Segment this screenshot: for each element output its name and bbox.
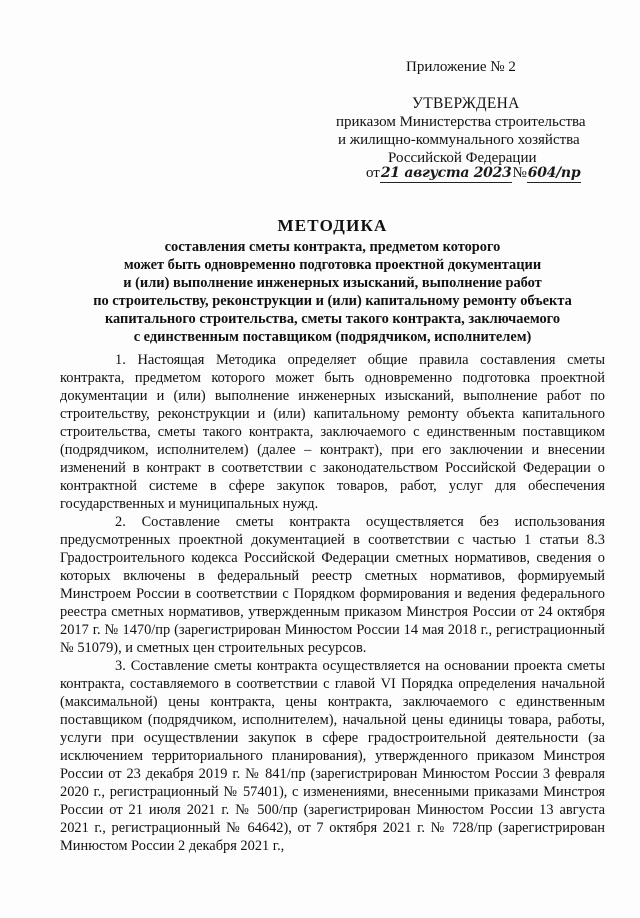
- approval-line: Российской Федерации: [388, 150, 537, 166]
- document-subtitle-line: капитального строительства, сметы такого контракта, заключаемого: [104, 311, 561, 327]
- document-subtitle-line: с единственным поставщиком (подрядчиком, исполнителем): [133, 329, 532, 345]
- approval-line: и жилищно-коммунального хозяйства: [338, 132, 580, 148]
- handwritten-order-number: 604/пр: [527, 165, 581, 181]
- order-number-mark: №: [512, 165, 527, 181]
- document-title-block: [60, 215, 605, 346]
- body-paragraph-1: 1. Настоящая Методика определяет общие правила составления сметы контракта, предметом которого может быть одновременно подготовка проектной документации и (или) выполнение инженерных изысканий, выполнение работ по строительству, реконструкции и (или) капитальному ремонту объекта капитального строительства, сметы такого контракта, заключаемого с единственным поставщиком (подрядчиком, исполнителем) (далее – контракт), при его заключении и внесении изменений в контракт в соответствии с законодательством Российской Федерации о контрактной системе в сфере закупок товаров, работ, услуг для обеспечения государственных и муниципальных нужд.: [60, 352, 605, 512]
- appendix-label: Приложение № 2: [406, 59, 516, 75]
- order-date-number-line: [366, 164, 581, 183]
- document-subtitle-line: составления сметы контракта, предметом которого: [164, 239, 501, 255]
- document-title: МЕТОДИКА: [277, 216, 388, 235]
- approval-line: приказом Министерства строительства: [336, 114, 586, 130]
- document-subtitle-line: может быть одновременно подготовка проектной документации: [123, 257, 542, 273]
- handwritten-order-date: 21 августа 2023: [380, 165, 512, 181]
- document-subtitle-line: и (или) выполнение инженерных изысканий, выполнение работ: [123, 275, 542, 291]
- document-subtitle-line: по строительству, реконструкции и (или) капитальному ремонту объекта: [93, 293, 572, 309]
- document-body: [60, 351, 605, 855]
- body-paragraph-2: 2. Составление сметы контракта осуществляется без использования предусмотренных проектной документацией в соответствии с частью 1 статьи 8.3 Градостроительного кодекса Российской Федерации сметных нормативов, сведения о которых включены в федеральный реестр сметных нормативов, формируемый Минстроем России в соответствии с Порядком формирования и ведения федерального реестра сметных нормативов, утвержденным приказом Минстроя России от 24 октября 2017 г. № 1470/пр (зарегистрирован Минюстом России 14 мая 2018 г., регистрационный № 51079), и сметных цен строительных ресурсов.: [60, 514, 605, 656]
- order-prefix: от: [366, 165, 380, 181]
- approved-stamp-word: УТВЕРЖДЕНА: [412, 95, 520, 112]
- body-paragraph-3: 3. Составление сметы контракта осуществляется на основании проекта сметы контракта, составляемого в соответствии с главой VI Порядка определения начальной (максимальной) цены контракта, цены контракта, заключаемого с единственным поставщиком (подрядчиком, исполнителем), начальной цены единицы товара, работы, услуги при осуществлении закупок в сфере градостроительной деятельности (за исключением территориального планирования), утвержденного приказом Минстроя России от 23 декабря 2019 г. № 841/пр (зарегистрирован Минюстом России 3 февраля 2020 г., регистрационный № 57401), с изменениями, внесенными приказами Минстроя России от 21 июля 2021 г. № 500/пр (зарегистрирован Минюстом России 13 августа 2021 г., регистрационный № 64642), от 7 октября 2021 г. № 728/пр (зарегистрирован Минюстом России 2 декабря 2021 г.,: [60, 658, 605, 854]
